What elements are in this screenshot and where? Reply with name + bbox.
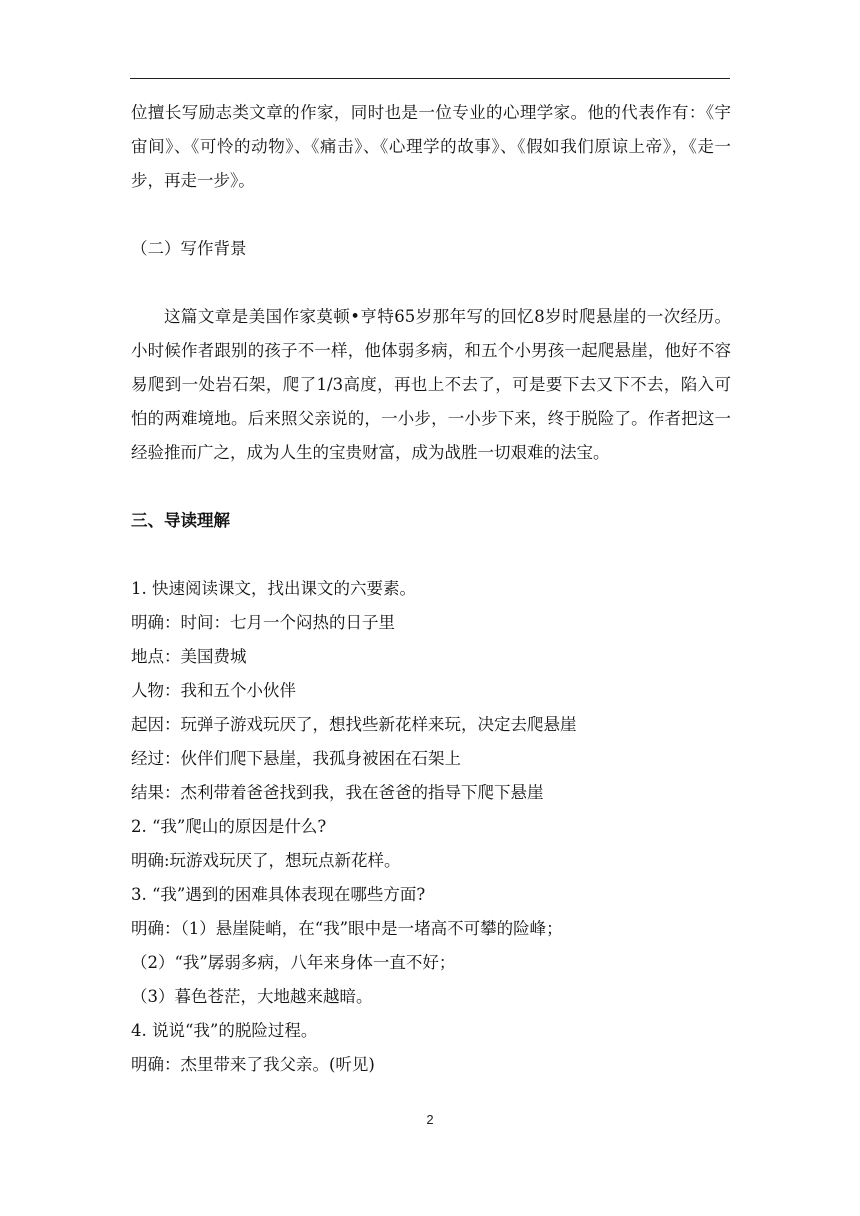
list-item: 明确：杰里带来了我父亲。(听见) bbox=[131, 1055, 375, 1074]
list-item: 起因：玩弹子游戏玩厌了，想找些新花样来玩，决定去爬悬崖 bbox=[131, 715, 577, 734]
list-item: 4. 说说“我”的脱险过程。 bbox=[131, 1021, 318, 1040]
list-item: 结果：杰利带着爸爸找到我，我在爸爸的指导下爬下悬崖 bbox=[131, 783, 544, 802]
background-paragraph: 这篇文章是美国作家莫顿•亨特65岁那年写的回忆8岁时爬悬崖的一次经历。小时候作者跟别的孩子不一样，他体弱多病，和五个小男孩一起爬悬崖，他好不容易爬到一处岩石架，爬了1/3高度，再也上不去了，可是要下去又下不去，陷入可怕的两难境地。后来照父亲说的，一小步，一小步下来，终于脱险了。作者把这一经验推而广之，成为人生的宝贵财富，成为战胜一切艰难的法宝。 bbox=[131, 307, 731, 462]
list-item: 明确：（1）悬崖陡峭，在“我”眼中是一堵高不可攀的险峰； bbox=[131, 919, 563, 938]
section-heading-writing-background: （二）写作背景 bbox=[131, 239, 247, 258]
list-item: （3）暮色苍茫，大地越来越暗。 bbox=[131, 987, 373, 1006]
list-item: 1. 快速阅读课文，找出课文的六要素。 bbox=[131, 579, 416, 598]
section-heading-guided-reading: 三、导读理解 bbox=[131, 511, 230, 530]
header-rule bbox=[130, 78, 730, 79]
page-content bbox=[131, 96, 731, 1082]
list-item: 明确:玩游戏玩厌了，想玩点新花样。 bbox=[131, 851, 401, 870]
list-item: 地点：美国费城 bbox=[131, 647, 247, 666]
page-number: 2 bbox=[426, 1112, 434, 1127]
intro-paragraph: 位擅长写励志类文章的作家，同时也是一位专业的心理学家。他的代表作有：《宇宙间》、《可怜的动物》、《痛击》、《心理学的故事》、《假如我们原谅上帝》，《走一步，再走一步》。 bbox=[131, 103, 731, 190]
list-item: 人物：我和五个小伙伴 bbox=[131, 681, 296, 700]
list-item: 2. “我”爬山的原因是什么? bbox=[131, 817, 327, 836]
list-item: 经过：伙伴们爬下悬崖，我孤身被困在石架上 bbox=[131, 749, 461, 768]
list-item: 明确：时间：七月一个闷热的日子里 bbox=[131, 613, 395, 632]
list-item: （2）“我”孱弱多病，八年来身体一直不好； bbox=[131, 953, 456, 972]
list-item: 3. “我”遇到的困难具体表现在哪些方面? bbox=[131, 885, 426, 904]
